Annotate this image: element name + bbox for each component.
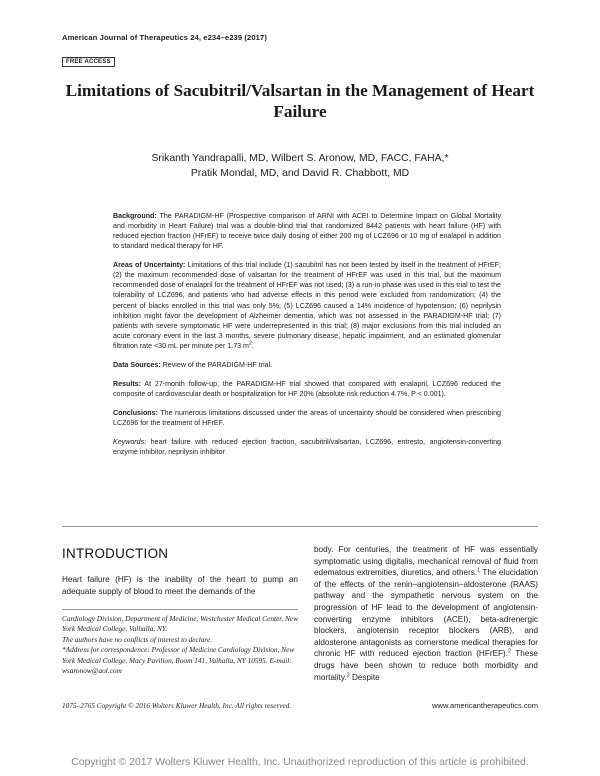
- ref-sup-2: 2: [508, 648, 512, 655]
- footnote-conflicts: The authors have no conflicts of interest to declare.: [62, 634, 213, 644]
- uncertainty-label: Areas of Uncertainty:: [113, 261, 186, 270]
- intro-right-a: body. For centuries, the treatment of HF was essentially symptomatic using digitalis, mechanical removal of fluid from edematous extremities, diuretics, and others.: [314, 545, 538, 578]
- author-list: [62, 152, 538, 181]
- intro-right-c: These drugs have been shown to reduce both morbidity and mortality.: [314, 649, 538, 682]
- intro-right-paragraph: [314, 544, 538, 683]
- background-text: The PARADIGM-HF (Prospective comparison of ARNI with ACEI to Determine Impact on Global Mortality and morbidity in Heart Failure) trial was a double-blind trial that randomized 8442 patients with heart failure (HF) with reduced ejection fraction (HFrEF) to receive twice daily dosing of either 200 mg of LCZ696 or 10 mg of enalapril in addition to standard medical therapy for HF.: [113, 212, 502, 251]
- abstract-conclusions: [113, 408, 501, 428]
- ref-sup-1: 1: [477, 567, 481, 574]
- uncertainty-text: Limitations of this trial include (1) sacubitril has not been tested by itself in the treatment of HFrEF; (2) the maximum recommended dose of valsartan for the treatment of HFrEF was used in this trial, but the maximum recommended dose of enalapril for the treatment of HFrEF was not used; (3) a run-in phase was used in this trial to test the tolerability of LCZ696, and patients who had adverse effects in this period were excluded from randomization; (4) the percent of blacks enrolled in this trial was only 5%; (5) LCZ696 caused a 14% incidence of hypotension; (6) neprilysin inhibition might favor the development of Alzheimer dementia, which was not assessed in the PARADIGM-HF trial; (7) patients with severe symptomatic HF were underrepresented in this trial; (8) major exclusions from this trial included an acute coronary event in the last 3 months, severe pulmonary disease, hepatic impairment, and an estimated glomerular filtration rate <30 mL per minute per 1.73 m: [113, 261, 501, 350]
- keywords-label: Keywords:: [113, 437, 147, 446]
- introduction-heading: INTRODUCTION: [62, 546, 169, 561]
- results-label: Results:: [113, 379, 141, 388]
- intro-left-paragraph: Heart failure (HF) is the inability of the heart to pump an adequate supply of blood to meet the demands of the: [62, 575, 298, 596]
- issn-copyright: 1075–2765 Copyright © 2016 Wolters Kluwer Health, Inc. All rights reserved.: [62, 701, 292, 710]
- uncertainty-sup: 2: [248, 340, 252, 347]
- abstract-sources: [113, 360, 501, 370]
- intro-right-d: Despite: [349, 672, 380, 682]
- abstract-keywords: [113, 437, 501, 457]
- authors-line-1: Srikanth Yandrapalli, MD, Wilbert S. Aronow, MD, FACC, FAHA,*: [151, 153, 449, 164]
- abstract-results: [113, 379, 501, 399]
- results-text: At 27-month follow-up, the PARADIGM-HF trial showed that compared with enalapril, LCZ696 reduced the composite of cardiovascular death or hospitalization for HF 20% (absolute risk reduction 4.7%, P < 0.001).: [113, 379, 501, 398]
- sources-text: Review of the PARADIGM-HF trial.: [162, 360, 273, 369]
- article-title: Limitations of Sacubitril/Valsartan in the Management of Heart Failure: [65, 81, 535, 121]
- keywords-text: heart failure with reduced ejection fraction, sacubitril/valsartan, LCZ696, entresto, angiotensin-converting enzyme inhibitor, neprilysin inhibitor: [113, 437, 501, 456]
- footnote-rule: [62, 609, 298, 610]
- abstract: [113, 211, 501, 466]
- authors-line-2: Pratik Mondal, MD, and David R. Chabbott, MD: [190, 167, 410, 179]
- sources-label: Data Sources:: [113, 360, 161, 369]
- footnote-correspondence: *Address for correspondence: Professor of Medicine Cardiology Division, New York Medical College, Macy Pavilion, Room 141, Valhalla, NY 10595. E-mail: wsaronow@aol.com: [62, 645, 295, 676]
- conclusions-text: The numerous limitations discussed under the areas of uncertainty should be considered when prescribing LCZ696 for the treatment of HFrEF.: [113, 408, 501, 427]
- uncertainty-end: .: [251, 341, 254, 350]
- footnotes: [62, 614, 298, 676]
- abstract-background: [113, 211, 501, 251]
- abstract-uncertainty: [113, 260, 501, 351]
- journal-website: www.americantherapeutics.com: [432, 701, 538, 710]
- free-access-badge: FREE ACCESS: [62, 57, 115, 67]
- footnote-affiliation: Cardiology Division, Department of Medicine, Westchester Medical Center, New York Medical College, Valhalla, NY.: [62, 614, 298, 634]
- conclusions-label: Conclusions:: [113, 408, 158, 417]
- intro-right-b: The elucidation of the effects of the renin–angiotensin–aldosterone (RAAS) pathway and the sympathetic nervous system on the progression of HF lead to the development of angiotensin-converting enzyme inhibitors (ACEI), beta-adrenergic blockers, angiotensin receptor blockers (ARB), and aldosterone antagonists as cornerstone medical therapies for chronic HF with reduced ejection fraction (HFrEF).: [314, 568, 539, 659]
- journal-citation: American Journal of Therapeutics 24, e234–e239 (2017): [62, 33, 267, 42]
- copyright-watermark: Copyright © 2017 Wolters Kluwer Health, Inc. Unauthorized reproduction of this article is prohibited.: [71, 757, 529, 768]
- ref-sup-3: 2: [346, 671, 350, 678]
- section-divider: [62, 526, 538, 527]
- background-label: Background:: [113, 212, 157, 220]
